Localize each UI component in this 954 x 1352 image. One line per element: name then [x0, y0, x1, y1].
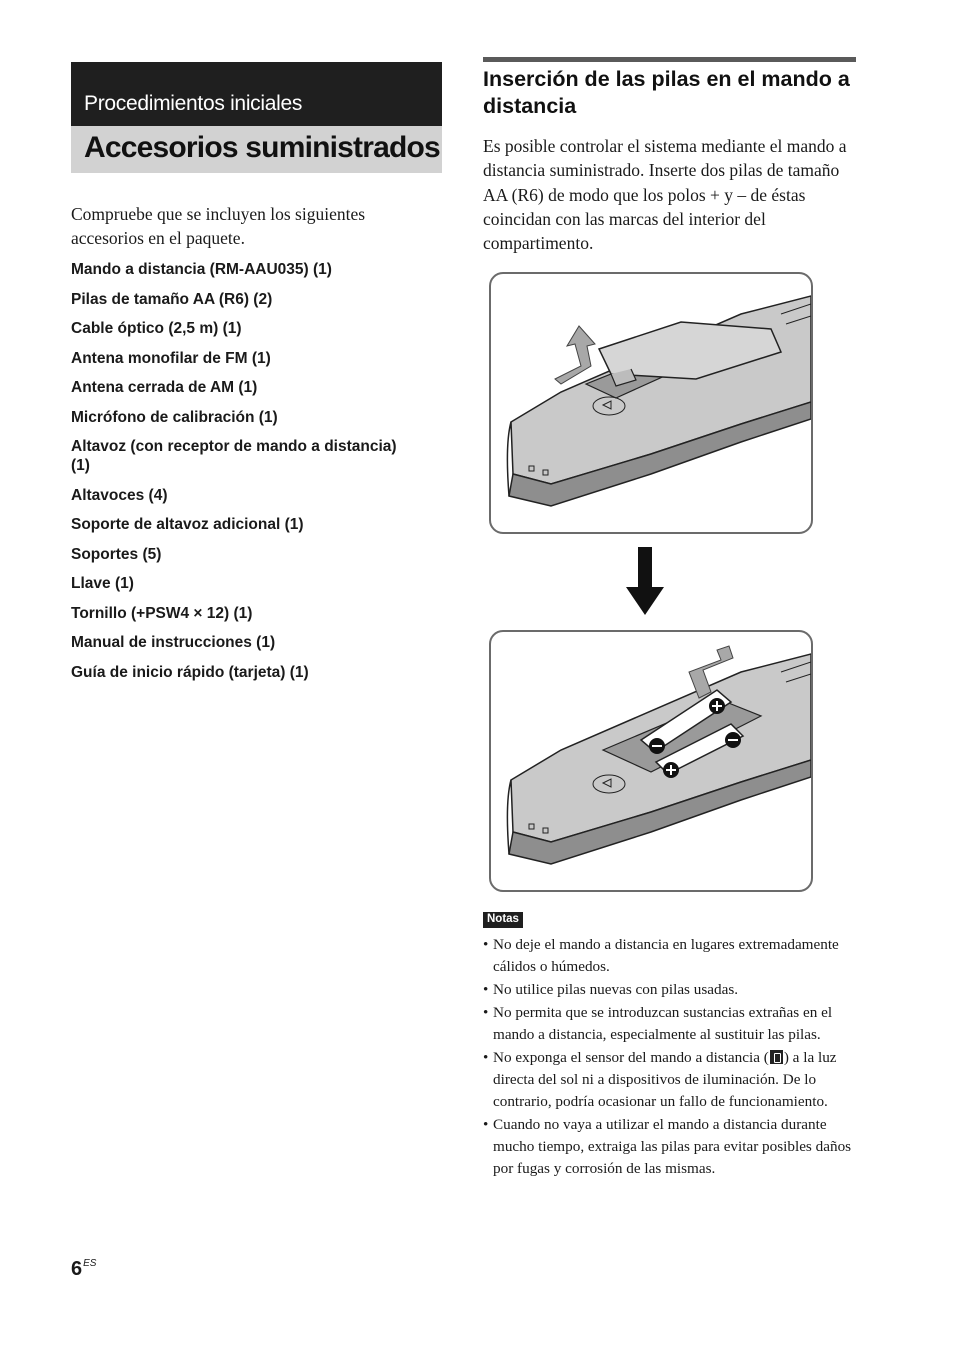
page-number [71, 1258, 96, 1281]
list-item: Tornillo (+PSW4 × 12) (1) [71, 604, 253, 622]
section-body: Es posible controlar el sistema mediante el mando a distancia suministrado. Inserte dos pilas de tamaño AA (R6) de modo que los polos + y – de éstas coincidan con las marcas del interior del compartimento. [483, 136, 847, 254]
list-item [483, 1047, 858, 1112]
list-item: Cable óptico (2,5 m) (1) [71, 320, 242, 337]
section-label: Procedimientos iniciales [84, 92, 303, 115]
list-item: • No permita que se introduzcan sustancias extrañas en el mando a distancia, especialmente al sustituir las pilas. [483, 1002, 858, 1046]
illustration-open-cover [489, 272, 813, 534]
section-heading: Inserción de las pilas en el mando a distancia [483, 67, 850, 118]
illustration-insert-batteries [489, 630, 813, 892]
arrow-down-icon [624, 547, 666, 617]
list-item: Manual de instrucciones (1) [71, 634, 276, 651]
list-item: Llave (1) [71, 575, 134, 592]
note-text-before: No exponga el sensor del mando a distancia ( [493, 1049, 769, 1067]
notes-list [483, 934, 858, 1181]
page-number-value: 6 [71, 1258, 83, 1280]
intro-text: Compruebe que se incluyen los siguientes accesorios en el paquete. [71, 204, 366, 248]
section-bar [71, 62, 442, 126]
list-item: Antena cerrada de AM (1) [71, 379, 258, 396]
remote-open-cover-image [491, 274, 811, 532]
remote-sensor-icon [770, 1050, 783, 1064]
list-item: Altavoces (4) [71, 486, 168, 504]
list-item: Antena monofilar de FM (1) [71, 349, 271, 367]
section-rule [483, 57, 856, 62]
list-item: Soporte de altavoz adicional (1) [71, 516, 304, 533]
list-item: • No utilice pilas nuevas con pilas usadas. [483, 979, 858, 1001]
list-item: Altavoz (con receptor de mando a distancia) (1) [71, 438, 397, 474]
page-title: Accesorios suministrados [71, 126, 442, 173]
page-number-suffix: ES [83, 1258, 97, 1269]
list-item: • No deje el mando a distancia en lugares extremadamente cálidos o húmedos. [483, 934, 858, 978]
list-item: • Cuando no vaya a utilizar el mando a distancia durante mucho tiempo, extraiga las pilas para evitar posibles daños por fugas y corrosión de las mismas. [483, 1114, 858, 1179]
list-item: Micrófono de calibración (1) [71, 408, 278, 426]
accessory-list [71, 260, 401, 692]
list-item: Mando a distancia (RM-AAU035) (1) [71, 261, 332, 278]
notes-label: Notas [483, 912, 523, 928]
list-item: Guía de inicio rápido (tarjeta) (1) [71, 663, 309, 681]
note-text-after: ) a la luz directa del sol ni a dispositivos de iluminación. De lo contrario, podría ocasionar un fallo de funcionamiento. [493, 1049, 837, 1111]
list-item: Pilas de tamaño AA (R6) (2) [71, 290, 273, 308]
remote-insert-batteries-image [491, 632, 811, 890]
list-item: Soportes (5) [71, 545, 162, 563]
